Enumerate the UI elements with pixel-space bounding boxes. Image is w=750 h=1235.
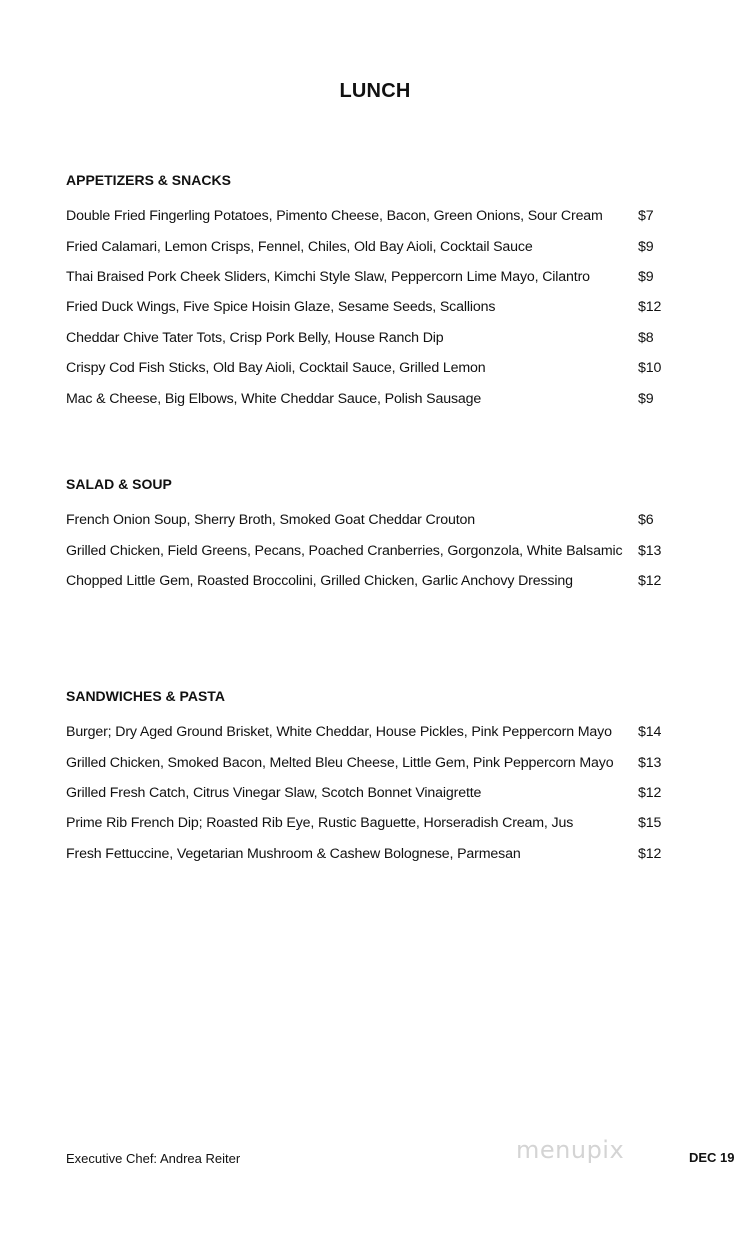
item-price: $8 [638,329,654,346]
item-price: $12 [638,845,662,862]
item-price: $6 [638,512,654,529]
item-description: Fried Calamari, Lemon Crisps, Fennel, Chiles, Old Bay Aioli, Cocktail Sauce [66,238,533,255]
item-description: Fried Duck Wings, Five Spice Hoisin Glaze, Sesame Seeds, Scallions [66,299,496,316]
item-description: Grilled Chicken, Smoked Bacon, Melted Bleu Cheese, Little Gem, Pink Peppercorn Mayo [66,754,614,771]
menu-item [66,747,666,777]
menu-item [66,778,666,808]
menu-item [66,231,666,261]
item-price: $9 [638,390,654,407]
menu-item [66,808,666,838]
item-description: Mac & Cheese, Big Elbows, White Cheddar Sauce, Polish Sausage [66,390,482,407]
item-description: Prime Rib French Dip; Roasted Rib Eye, Rustic Baguette, Horseradish Cream, Jus [66,815,574,832]
menu-date: DEC 19 [689,1150,735,1165]
item-description: Chopped Little Gem, Roasted Broccolini, Grilled Chicken, Garlic Anchovy Dressing [66,572,573,589]
item-description: Burger; Dry Aged Ground Brisket, White Cheddar, House Pickles, Pink Peppercorn Mayo [66,724,612,741]
item-price: $9 [638,238,654,255]
menu-item [66,353,666,383]
menu-item [66,717,666,747]
item-price: $9 [638,268,654,285]
watermark-logo: menupix [516,1136,625,1164]
item-price: $12 [638,299,662,316]
item-description: Double Fried Fingerling Potatoes, Pimento Cheese, Bacon, Green Onions, Sour Cream [66,208,603,225]
item-description: Grilled Chicken, Field Greens, Pecans, Poached Cranberries, Gorgonzola, White Balsamic [66,542,623,559]
item-price: $12 [638,784,662,801]
item-price: $13 [638,542,662,559]
item-description: Thai Braised Pork Cheek Sliders, Kimchi Style Slaw, Peppercorn Lime Mayo, Cilantro [66,268,590,285]
item-description: Fresh Fettuccine, Vegetarian Mushroom & Cashew Bolognese, Parmesan [66,845,521,862]
section-sandwiches-pasta [66,686,666,869]
menu-item [66,201,666,231]
section-heading: SANDWICHES & PASTA [66,688,225,704]
menu-item [66,535,666,565]
executive-chef-credit: Executive Chef: Andrea Reiter [66,1151,241,1166]
item-description: Crispy Cod Fish Sticks, Old Bay Aioli, Cocktail Sauce, Grilled Lemon [66,360,486,377]
item-price: $13 [638,754,662,771]
page-title: LUNCH [339,80,411,102]
item-description: French Onion Soup, Sherry Broth, Smoked Goat Cheddar Crouton [66,512,475,529]
item-price: $14 [638,724,662,741]
menu-item [66,566,666,596]
item-description: Grilled Fresh Catch, Citrus Vinegar Slaw, Scotch Bonnet Vinaigrette [66,784,482,801]
section-salad-soup [66,474,666,596]
menu-item [66,505,666,535]
item-description: Cheddar Chive Tater Tots, Crisp Pork Belly, House Ranch Dip [66,329,444,346]
menu-item [66,383,666,413]
menu-item [66,262,666,292]
menu-item [66,839,666,869]
menu-item [66,323,666,353]
menu-item [66,292,666,322]
section-appetizers [66,170,666,414]
item-price: $7 [638,208,654,225]
item-price: $12 [638,572,662,589]
section-heading: APPETIZERS & SNACKS [66,172,231,188]
section-heading: SALAD & SOUP [66,476,172,492]
item-price: $10 [638,360,662,377]
item-price: $15 [638,815,662,832]
